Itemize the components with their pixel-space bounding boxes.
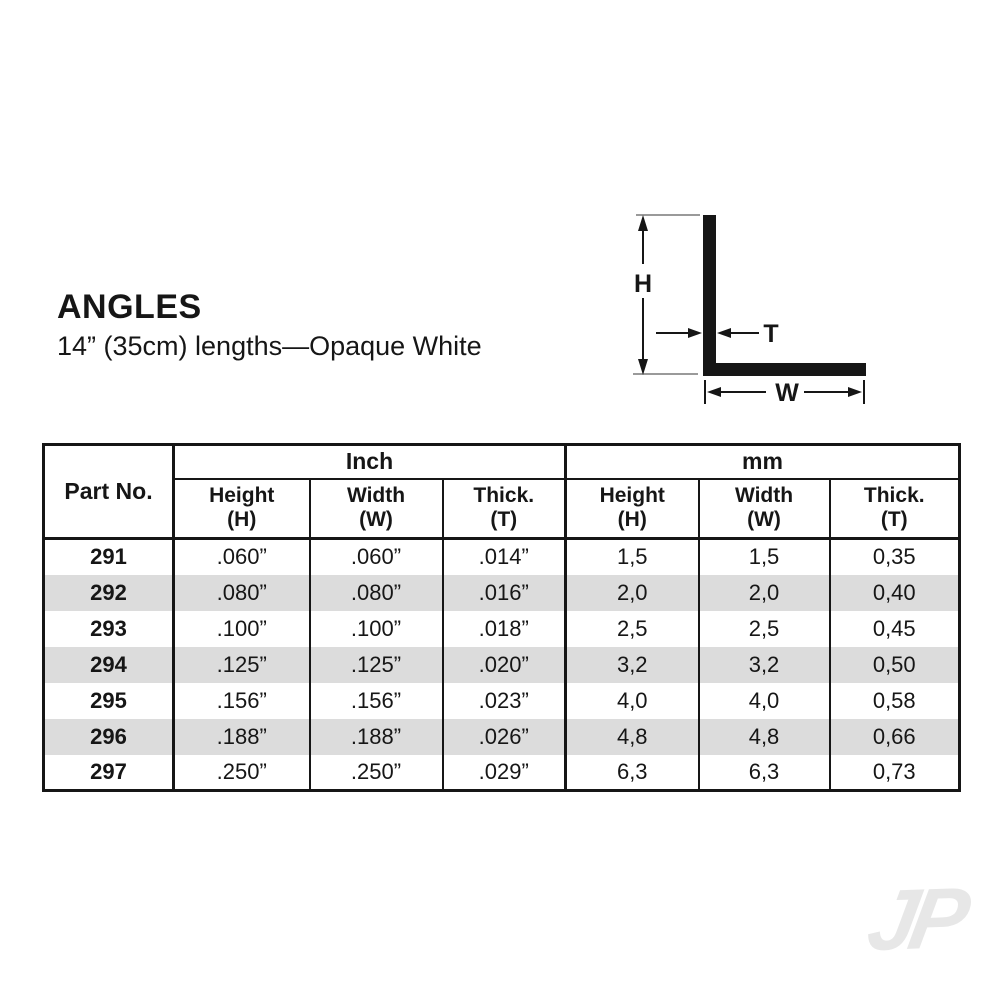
part-no-cell: 296 [44,719,174,755]
col-header-part-no: Part No. [44,445,174,539]
sub-header-row [44,479,960,539]
value-cell: .188” [174,719,310,755]
value-cell: 0,58 [872,687,916,713]
col-header-thick-mm: Thick. (T) [830,479,960,539]
value-cell: 4,0 [699,683,830,719]
arrow-left-icon [717,328,731,338]
value-cell: .250” [174,755,310,791]
value-cell: 0,45 [872,615,916,641]
part-no-cell: 293 [44,611,174,647]
value-cell: .023” [443,683,566,719]
col-header-thick-inch: Thick. (T) [443,479,566,539]
parts-table [42,443,961,792]
table-row [44,755,960,791]
value-cell: 0,73 [872,758,916,784]
table-row [44,539,960,575]
angle-shape [703,215,866,376]
table-row [44,575,960,611]
value-cell: .125” [174,647,310,683]
w-dimension [705,379,864,407]
value-cell: .029” [443,755,566,791]
value-cell: .100” [174,611,310,647]
value-cell: .060” [174,539,310,575]
part-no-cell: 295 [44,683,174,719]
value-cell: 3,2 [566,647,699,683]
arrow-down-icon [638,359,648,375]
value-cell: .156” [310,683,443,719]
col-header-width-inch: Width (W) [310,479,443,539]
value-cell: 0,50 [872,651,916,677]
arrow-right-icon [848,387,862,397]
value-cell: 4,0 [566,683,699,719]
part-no-cell: 294 [44,647,174,683]
value-cell: 0,66 [872,723,916,749]
value-cell: 1,5 [566,539,699,575]
part-no-cell: 297 [44,755,174,791]
table-row [44,647,960,683]
value-cell: 1,5 [699,539,830,575]
value-cell: .080” [174,575,310,611]
value-cell: 2,5 [566,611,699,647]
value-cell: 3,2 [699,647,830,683]
value-cell: .018” [443,611,566,647]
unit-group-header-inch: Inch [174,445,566,479]
value-cell: 2,5 [699,611,830,647]
part-no-cell: 292 [44,575,174,611]
value-cell: 0,35 [872,544,916,570]
value-cell: 6,3 [566,755,699,791]
value-cell: 6,3 [699,755,830,791]
angle-diagram [610,200,880,415]
value-cell: .016” [443,575,566,611]
table-row [44,683,960,719]
value-cell: 0,40 [872,579,916,605]
value-cell: 4,8 [566,719,699,755]
value-cell: .188” [310,719,443,755]
value-cell: .250” [310,755,443,791]
jp-logo-watermark: JP [860,870,970,970]
dimension-label-w: W [775,379,799,407]
arrow-left-icon [707,387,721,397]
value-cell: 2,0 [566,575,699,611]
table-row [44,719,960,755]
page-title: ANGLES [57,288,202,326]
h-dimension [634,215,652,375]
value-cell: 2,0 [699,575,830,611]
part-no-cell: 291 [44,539,174,575]
value-cell: .125” [310,647,443,683]
value-cell: .060” [310,539,443,575]
value-cell: .020” [443,647,566,683]
col-header-height-mm: Height (H) [566,479,699,539]
value-cell: .014” [443,539,566,575]
value-cell: .026” [443,719,566,755]
t-dimension [656,320,779,348]
arrow-up-icon [638,215,648,231]
col-header-height-inch: Height (H) [174,479,310,539]
col-header-width-mm: Width (W) [699,479,830,539]
title-block [57,290,482,362]
value-cell: .100” [310,611,443,647]
arrow-right-icon [688,328,702,338]
dimension-label-h: H [633,270,653,298]
page-subtitle: 14” (35cm) lengths—Opaque White [57,331,482,361]
unit-group-header-mm: mm [566,445,960,479]
value-cell: .080” [310,575,443,611]
value-cell: 4,8 [699,719,830,755]
value-cell: .156” [174,683,310,719]
dimension-label-t: T [763,320,779,348]
unit-group-row [44,445,960,479]
table-row [44,611,960,647]
